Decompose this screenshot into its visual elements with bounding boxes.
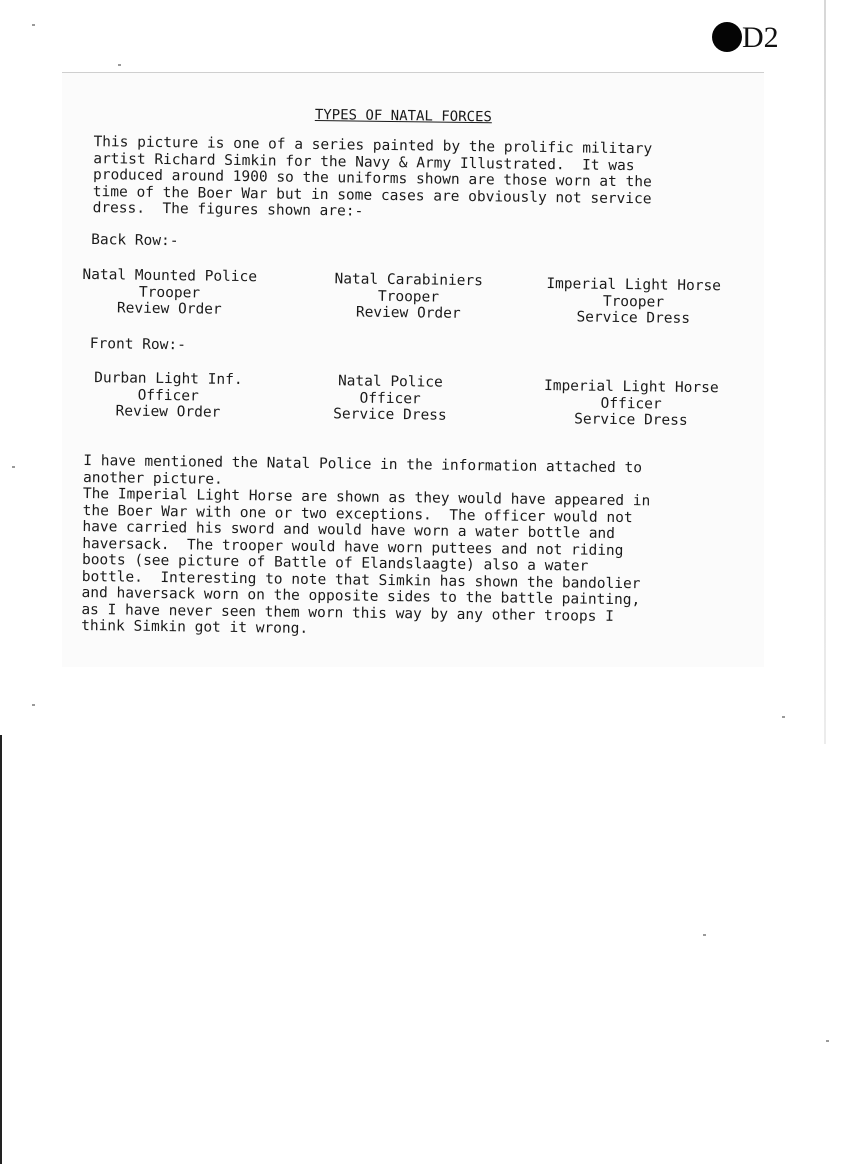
figure-unit: Imperial Light Horse	[546, 276, 722, 295]
scan-speck	[12, 466, 15, 468]
figure-unit: Imperial Light Horse	[543, 377, 719, 397]
figure-rank: Trooper	[377, 288, 440, 306]
figure-dress: Service Dress	[574, 411, 688, 429]
figure-rank: Officer	[137, 387, 199, 404]
figure-dress: Review Order	[115, 403, 221, 421]
figure-dress: Service Dress	[576, 309, 691, 327]
scan-speck	[32, 704, 35, 706]
figure-dress: Review Order	[116, 300, 222, 318]
figure-rank: Officer	[600, 395, 662, 413]
scan-speck	[118, 64, 121, 66]
figure-dress: Review Order	[355, 304, 461, 322]
figure-dress: Service Dress	[333, 406, 447, 424]
reference-dot-marker	[712, 22, 742, 52]
figure-rank: Trooper	[138, 284, 201, 301]
scan-speck	[703, 934, 706, 936]
figure-rank: Officer	[359, 390, 421, 407]
front-row-label: Front Row:-	[89, 336, 186, 354]
figure-unit: Natal Carabiniers	[334, 271, 484, 290]
page-edge-right	[824, 0, 826, 744]
scan-speck	[826, 1040, 829, 1042]
notes-paragraph: I have mentioned the Natal Police in the information attached to another picture. The Imperial Light Horse are shown as they would have appeared in the Boer War with one or two exceptions. The officer would not have carried his sword and would have worn a water bottle and haversack. The trooper would have worn puttees and not riding boots (see picture of Battle of Elandslaagte) also a water bottle. Interesting to note that Simkin has shown the bandolier and haversack worn on the opposite sides to the battle painting, as I have never seen them worn this way by any other troops I think Simkin got it wrong.	[81, 452, 651, 637]
figure-natal-police	[280, 373, 501, 425]
reference-code: D2	[742, 21, 779, 54]
figure-imperial-light-horse-trooper	[523, 276, 744, 328]
back-row-label: Back Row:-	[91, 232, 179, 250]
scan-speck	[782, 716, 785, 718]
figure-imperial-light-horse-officer	[521, 378, 742, 430]
page-edge-left	[0, 735, 2, 1164]
figure-unit: Durban Light Inf.	[94, 370, 243, 389]
figure-durban-light-infantry	[58, 370, 279, 422]
intro-paragraph: This picture is one of a series painted by the prolific military artist Richard Simkin for the Navy & Army Illustrated. It was produced around 1900 so the uniforms shown are those worn at the time of the Boer War but in some cases are obviously not service dress. The figures shown are:-	[92, 134, 653, 220]
figure-rank: Trooper	[602, 293, 665, 311]
figure-unit: Natal Mounted Police	[82, 266, 258, 286]
figure-natal-carabiniers	[298, 271, 519, 323]
document-title: TYPES OF NATAL FORCES	[314, 106, 492, 126]
scan-speck	[32, 24, 35, 26]
figure-natal-mounted-police	[59, 267, 280, 319]
figure-unit: Natal Police	[337, 373, 443, 391]
